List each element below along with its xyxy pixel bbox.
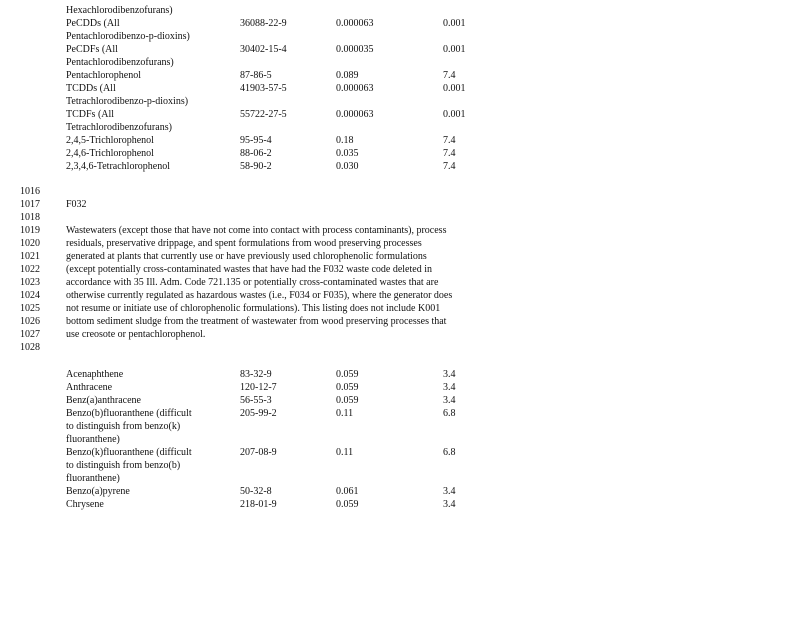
- table-row-line: [0, 121, 800, 134]
- constituent-name: Hexachlorodibenzofurans): [66, 5, 173, 16]
- nonwastewater-standard: 0.001: [443, 109, 466, 120]
- constituent-name: Acenaphthene: [66, 369, 124, 380]
- wastewater-standard: 0.035: [336, 148, 359, 159]
- cas-number: 218-01-9: [240, 499, 277, 510]
- constituent-name: Benzo(k)fluoranthene (difficult: [66, 447, 192, 458]
- cas-number: 55722-27-5: [240, 109, 287, 120]
- constituent-name: Tetrachlorodibenzofurans): [66, 122, 172, 133]
- nonwastewater-standard: 0.001: [443, 44, 466, 55]
- cas-number: 83-32-9: [240, 369, 272, 380]
- line-number: 1018: [20, 212, 40, 223]
- line-number: 1023: [20, 277, 40, 288]
- nonwastewater-standard: 7.4: [443, 135, 456, 146]
- cas-number: 36088-22-9: [240, 18, 287, 29]
- cas-number: 41903-57-5: [240, 83, 287, 94]
- wastewater-standard: 0.000063: [336, 83, 374, 94]
- constituent-name: Chrysene: [66, 499, 104, 510]
- table-row-line: [0, 30, 800, 43]
- table-row-line: [0, 17, 800, 30]
- wastewater-standard: 0.030: [336, 161, 359, 172]
- constituent-name: Benzo(a)pyrene: [66, 486, 130, 497]
- table-row-line: [0, 4, 800, 17]
- table-row-line: [0, 459, 800, 472]
- table-row-line: [0, 147, 800, 160]
- line-number: 1017: [20, 199, 40, 210]
- line-number: 1021: [20, 251, 40, 262]
- line-number: 1026: [20, 316, 40, 327]
- constituent-name: fluoranthene): [66, 434, 120, 445]
- table-row-line: [0, 43, 800, 56]
- constituent-name: Pentachlorophenol: [66, 70, 141, 81]
- table-row-line: [0, 69, 800, 82]
- nonwastewater-standard: 3.4: [443, 499, 456, 510]
- table-row-line: [0, 407, 800, 420]
- constituent-name: 2,4,6-Trichlorophenol: [66, 148, 154, 159]
- wastewater-standard: 0.11: [336, 447, 354, 458]
- constituent-name: fluoranthene): [66, 473, 120, 484]
- table-row-line: [0, 433, 800, 446]
- nonwastewater-standard: 0.001: [443, 83, 466, 94]
- table-row-line: [0, 160, 800, 173]
- cas-number: 120-12-7: [240, 382, 277, 393]
- constituent-name: 2,3,4,6-Tetrachlorophenol: [66, 161, 170, 172]
- table-row-line: [0, 95, 800, 108]
- table-row-line: [0, 394, 800, 407]
- paragraph-line: accordance with 35 Ill. Adm. Code 721.135 or potentially cross-contaminated wastes that are: [66, 277, 439, 288]
- constituent-name: to distinguish from benzo(k): [66, 421, 181, 432]
- table-row-line: [0, 498, 800, 511]
- line-number: 1025: [20, 303, 40, 314]
- cas-number: 50-32-8: [240, 486, 272, 497]
- wastewater-standard: 0.059: [336, 395, 359, 406]
- paragraph-line: (except potentially cross-contaminated wastes that have had the F032 waste code deleted in: [66, 264, 432, 275]
- cas-number: 95-95-4: [240, 135, 272, 146]
- paragraph-line: generated at plants that currently use or have previously used chlorophenolic formulations: [66, 251, 427, 262]
- cas-number: 87-86-5: [240, 70, 272, 81]
- wastewater-standard: 0.11: [336, 408, 354, 419]
- wastewater-standard: 0.059: [336, 499, 359, 510]
- line-number: 1027: [20, 329, 40, 340]
- cas-number: 58-90-2: [240, 161, 272, 172]
- table-row-line: [0, 446, 800, 459]
- wastewater-standard: 0.059: [336, 369, 359, 380]
- line-number: 1016: [20, 186, 40, 197]
- nonwastewater-standard: 0.001: [443, 18, 466, 29]
- constituent-name: Pentachlorodibenzofurans): [66, 57, 174, 68]
- constituent-name: Pentachlorodibenzo-p-dioxins): [66, 31, 190, 42]
- cas-number: 205-99-2: [240, 408, 277, 419]
- table-row-line: [0, 82, 800, 95]
- table-row-line: [0, 485, 800, 498]
- table-row-line: [0, 134, 800, 147]
- wastewater-standard: 0.000035: [336, 44, 374, 55]
- constituent-name: to distinguish from benzo(b): [66, 460, 181, 471]
- constituent-name: PeCDFs (All: [66, 44, 118, 55]
- paragraph-line: not resume or initiate use of chlorophenolic formulations). This listing does not include K001: [66, 303, 441, 314]
- nonwastewater-standard: 7.4: [443, 70, 456, 81]
- cas-number: 30402-15-4: [240, 44, 287, 55]
- line-number: 1024: [20, 290, 40, 301]
- nonwastewater-standard: 3.4: [443, 369, 456, 380]
- cas-number: 88-06-2: [240, 148, 272, 159]
- paragraph-line: residuals, preservative drippage, and spent formulations from wood preserving processes: [66, 238, 422, 249]
- constituent-name: Tetrachlorodibenzo-p-dioxins): [66, 96, 189, 107]
- constituent-name: TCDFs (All: [66, 109, 115, 120]
- line-number: 1019: [20, 225, 40, 236]
- waste-code-heading: F032: [66, 199, 87, 210]
- constituent-name: Benz(a)anthracene: [66, 395, 141, 406]
- constituent-name: PeCDDs (All: [66, 18, 120, 29]
- wastewater-standard: 0.061: [336, 486, 359, 497]
- constituent-name: Benzo(b)fluoranthene (difficult: [66, 408, 192, 419]
- wastewater-standard: 0.089: [336, 70, 359, 81]
- table-row-line: [0, 108, 800, 121]
- constituent-name: Anthracene: [66, 382, 113, 393]
- line-number: 1022: [20, 264, 40, 275]
- nonwastewater-standard: 3.4: [443, 395, 456, 406]
- nonwastewater-standard: 6.8: [443, 447, 456, 458]
- constituent-name: 2,4,5-Trichlorophenol: [66, 135, 154, 146]
- wastewater-standard: 0.18: [336, 135, 354, 146]
- cas-number: 56-55-3: [240, 395, 272, 406]
- nonwastewater-standard: 7.4: [443, 161, 456, 172]
- wastewater-standard: 0.059: [336, 382, 359, 393]
- nonwastewater-standard: 6.8: [443, 408, 456, 419]
- table-row-line: [0, 368, 800, 381]
- paragraph-line: bottom sediment sludge from the treatment of wastewater from wood preserving processes that: [66, 316, 447, 327]
- paragraph-line: Wastewaters (except those that have not come into contact with process contaminants), process: [66, 225, 447, 236]
- nonwastewater-standard: 3.4: [443, 382, 456, 393]
- table-row-line: [0, 56, 800, 69]
- table-row-line: [0, 420, 800, 433]
- paragraph-line: otherwise currently regulated as hazardous wastes (i.e., F034 or F035), where the generator does: [66, 290, 453, 301]
- table-row-line: [0, 472, 800, 485]
- paragraph-line: use creosote or pentachlorophenol.: [66, 329, 206, 340]
- constituent-name: TCDDs (All: [66, 83, 116, 94]
- line-number: 1028: [20, 342, 40, 353]
- cas-number: 207-08-9: [240, 447, 277, 458]
- wastewater-standard: 0.000063: [336, 18, 374, 29]
- wastewater-standard: 0.000063: [336, 109, 374, 120]
- table-row-line: [0, 381, 800, 394]
- line-number: 1020: [20, 238, 40, 249]
- nonwastewater-standard: 7.4: [443, 148, 456, 159]
- nonwastewater-standard: 3.4: [443, 486, 456, 497]
